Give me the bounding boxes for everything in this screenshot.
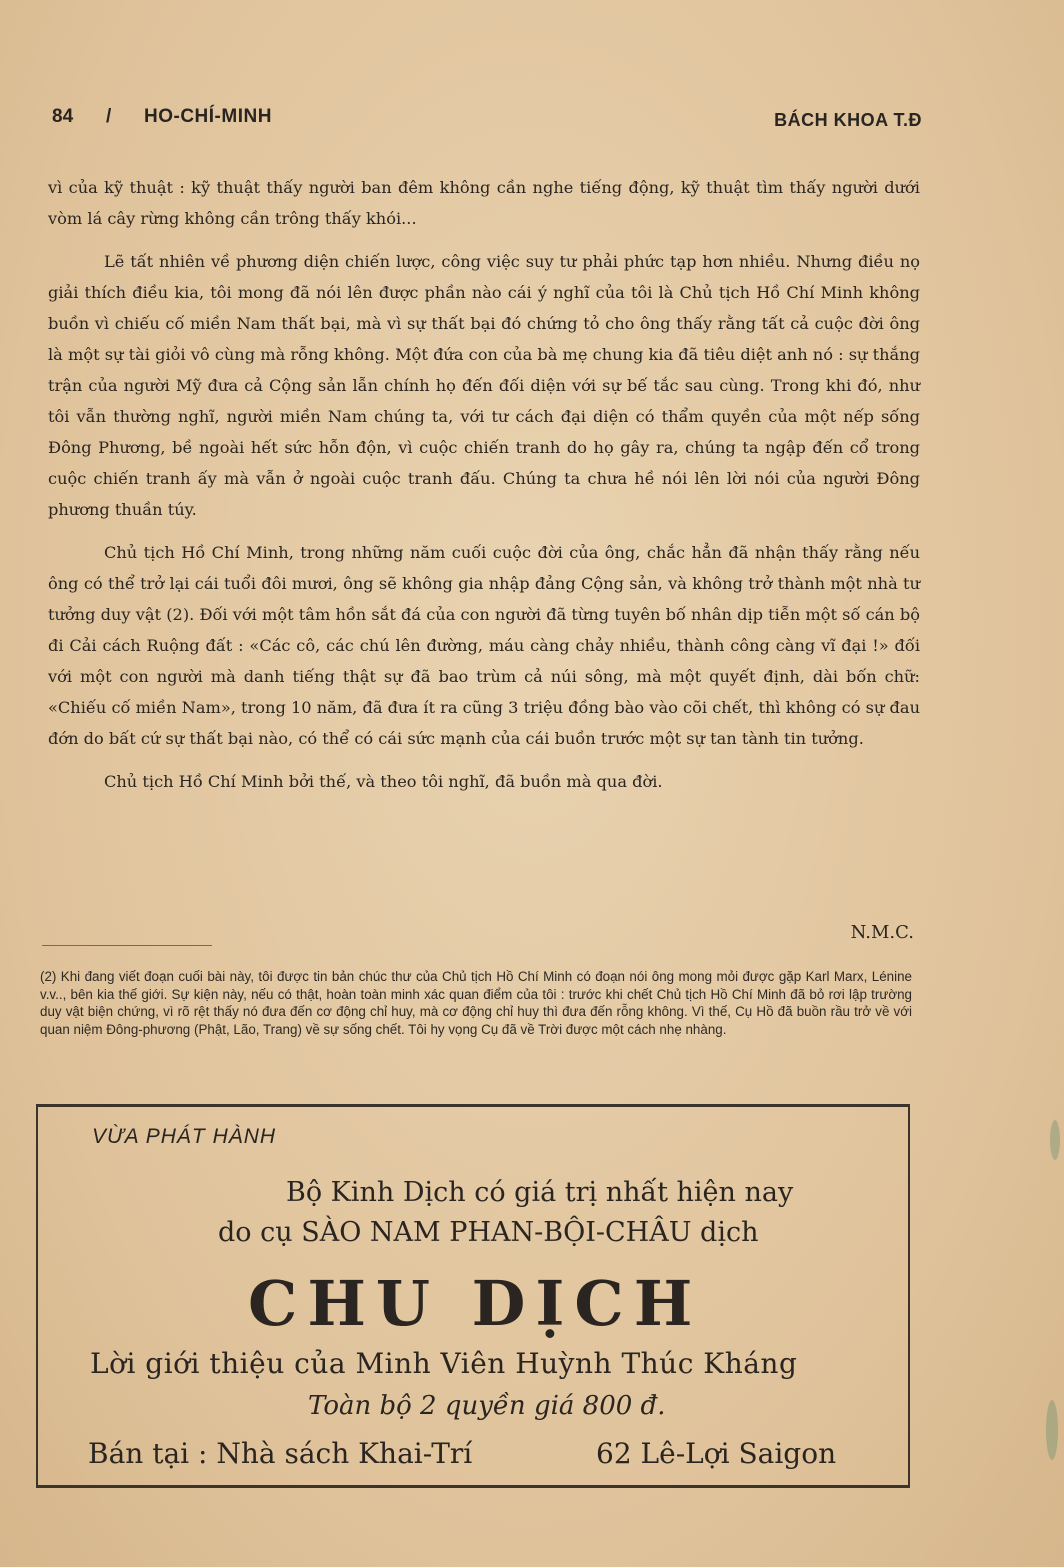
ad-price: Toàn bộ 2 quyền giá 800 đ. <box>308 1391 666 1421</box>
book-advertisement <box>36 1104 910 1488</box>
header-separator: / <box>106 106 112 127</box>
paper-stain <box>1046 1400 1058 1460</box>
ad-tagline: Bộ Kinh Dịch có giá trị nhất hiện nay <box>286 1177 794 1208</box>
ad-translator: do cụ SÀO NAM PHAN-BỘI-CHÂU dịch <box>218 1217 759 1248</box>
ad-address: 62 Lê-Lợi Saigon <box>596 1437 837 1470</box>
footnote-divider <box>42 945 212 946</box>
page-number: 84 <box>52 106 74 127</box>
ad-book-title: CHU DỊCH <box>248 1267 703 1340</box>
ad-new-release: VỪA PHÁT HÀNH <box>92 1125 277 1148</box>
paragraph-1: vì của kỹ thuật : kỹ thuật thấy người ban đêm không cần nghe tiếng động, kỹ thuật tìm thấy người dưới vòm lá cây rừng không cần trông thấy khói... <box>48 178 920 228</box>
footnote: (2) Khi đang viết đoạn cuối bài này, tôi được tin bản chúc thư của Chủ tịch Hồ Chí Minh có đoạn nói ông mong mỏi được gặp Karl Marx, Lénine v.v.., bên kia thế giới. Sự kiện này, nếu có thật, hoàn toàn minh xác quan điểm của tôi : trước khi chết Chủ tịch Hồ Chí Minh đã bỏ rơi lập trường duy vật biện chứng, vì rõ rệt thấy nó đưa đến cơ động chỉ huy, mà cơ động chỉ huy thì đưa đến rỗng không. Vì thế, Cụ Hồ đã buồn rầu trở về với quan niệm Đông-phương (Phật, Lão, Trang) về sự sống chết. Tôi hy vọng Cụ đã về Trời được một cách nhẹ nhàng. <box>40 969 912 1037</box>
article-title: HO-CHÍ-MINH <box>144 106 272 127</box>
publication-name: BÁCH KHOA T.Đ <box>774 110 922 130</box>
ad-sold-at: Bán tại : Nhà sách Khai-Trí <box>88 1437 473 1470</box>
author-signature: N.M.C. <box>850 922 914 943</box>
article-body <box>48 172 920 809</box>
paragraph-3: Chủ tịch Hồ Chí Minh, trong những năm cuối cuộc đời của ông, chắc hẳn đã nhận thấy rằng nếu ông có thể trở lại cái tuổi đôi mươi, ông sẽ không gia nhập đảng Cộng sản, và không trở thành một nhà tư tưởng duy vật (2). Đối với một tâm hồn sắt đá của con người đã từng tuyên bố nhân dịp tiễn một số cán bộ đi Cải cách Ruộng đất : «Các cô, các chú lên đường, máu càng chảy nhiều, thành công càng vĩ đại !» đối với một con người mà danh tiếng thật sự đã bao trùm cả núi sông, mà một quyết định, dài bốn chữ: «Chiếu cố miền Nam», trong 10 năm, đã đưa ít ra cũng 3 triệu đồng bào vào cõi chết, thì không có sự đau đớn do bất cứ sự thất bại nào, có thể có cái sức mạnh của cái buồn trước một sự tan tành tin tưởng. <box>48 543 920 748</box>
paper-stain <box>1050 1120 1060 1160</box>
running-header <box>52 106 922 136</box>
paragraph-4: Chủ tịch Hồ Chí Minh bởi thế, và theo tôi nghĩ, đã buồn mà qua đời. <box>104 772 663 791</box>
ad-introduction: Lời giới thiệu của Minh Viên Huỳnh Thúc Kháng <box>90 1347 798 1380</box>
paragraph-2: Lẽ tất nhiên về phương diện chiến lược, công việc suy tư phải phức tạp hơn nhiều. Nhưng điều nọ giải thích điều kia, tôi mong đã nói lên được phần nào cái ý nghĩ của tôi là Chủ tịch Hồ Chí Minh không buồn vì chiếu cố miền Nam thất bại, mà vì sự thất bại đó chứng tỏ cho ông thấy rằng tất cả cuộc đời ông là một sự tài giỏi vô cùng mà rỗng không. Một đứa con của bà mẹ chung kia đã tiêu diệt anh nó : sự thắng trận của người Mỹ đưa cả Cộng sản lẫn chính họ đến đối diện với sự bế tắc sau cùng. Trong khi đó, như tôi vẫn thường nghĩ, người miền Nam chúng ta, với tư cách đại diện có thẩm quyền của một nếp sống Đông Phương, bề ngoài hết sức hỗn độn, vì cuộc chiến tranh do họ gây ra, chúng ta ngập đến cổ trong cuộc chiến tranh ấy mà vẫn ở ngoài cuộc tranh đấu. Chúng ta chưa hề nói lên lời nói của người Đông phương thuần túy. <box>48 252 920 519</box>
